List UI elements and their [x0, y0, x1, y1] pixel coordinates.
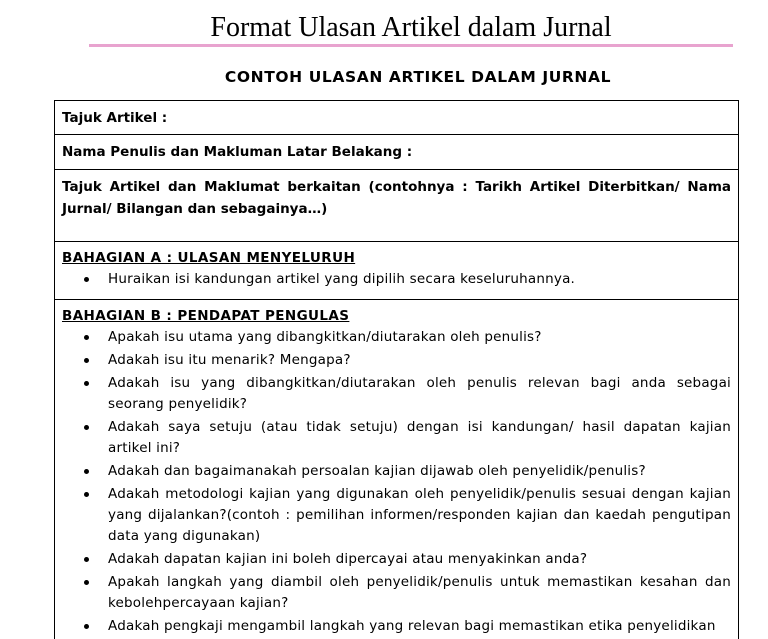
list-item — [62, 269, 731, 290]
bullet-icon — [84, 358, 89, 363]
bullet-icon — [84, 469, 89, 474]
list-item — [62, 549, 731, 570]
section-b-row — [55, 300, 738, 637]
article-info-row — [55, 170, 738, 242]
article-title-label: Tajuk Artikel : — [62, 110, 168, 126]
list-item-text: Adakah saya setuju (atau tidak setuju) dengan isi kandungan/ hasil dapatan kajian artikel ini? — [108, 419, 731, 456]
bullet-icon — [84, 277, 89, 282]
list-item — [62, 461, 731, 482]
author-label: Nama Penulis dan Makluman Latar Belakang : — [62, 144, 413, 160]
section-b-list — [62, 327, 731, 637]
title-underline — [89, 44, 733, 47]
section-title: CONTOH ULASAN ARTIKEL DALAM JURNAL — [224, 68, 612, 86]
list-item-text: Adakah isu yang dibangkitkan/diutarakan oleh penulis relevan bagi anda sebagai seorang penyelidik? — [108, 375, 731, 412]
list-item-text: Apakah langkah yang diambil oleh penyelidik/penulis untuk memastikan kesahan dan kebolehpercayaan kajian? — [108, 574, 731, 611]
list-item-text: Adakah pengkaji mengambil langkah yang relevan bagi memastikan etika penyelidikan — [108, 618, 716, 634]
bullet-icon — [84, 492, 89, 497]
section-a-heading: BAHAGIAN A : ULASAN MENYELURUH — [62, 250, 356, 266]
author-row — [55, 135, 738, 170]
list-item-text: Adakah metodologi kajian yang digunakan oleh penyelidik/penulis sesuai dengan kajian yang dijalankan?(contoh : pemilihan informen/responden kajian dan kaedah pengutipan data yang digunakan) — [108, 486, 731, 544]
list-item — [62, 373, 731, 415]
bullet-icon — [84, 624, 89, 629]
bullet-icon — [84, 580, 89, 585]
section-a-row — [55, 242, 738, 300]
list-item-text: Apakah isu utama yang dibangkitkan/diutarakan oleh penulis? — [108, 329, 542, 345]
list-item — [62, 350, 731, 371]
list-item — [62, 417, 731, 459]
list-item-text: Adakah dapatan kajian ini boleh dipercayai atau menyakinkan anda? — [108, 551, 588, 567]
section-b-heading: BAHAGIAN B : PENDAPAT PENGULAS — [62, 308, 350, 324]
list-item-text: Huraikan isi kandungan artikel yang dipilih secara keseluruhannya. — [108, 271, 576, 287]
bullet-icon — [84, 425, 89, 430]
article-info-label: Tajuk Artikel dan Maklumat berkaitan (contohnya : Tarikh Artikel Diterbitkan/ Nama Jurnal/ Bilangan dan sebagainya…) — [62, 179, 731, 217]
list-item-text: Adakah isu itu menarik? Mengapa? — [108, 352, 351, 368]
list-item — [62, 572, 731, 614]
list-item — [62, 616, 731, 637]
section-a-list — [62, 269, 731, 290]
bullet-icon — [84, 557, 89, 562]
list-item — [62, 327, 731, 348]
bullet-icon — [84, 381, 89, 386]
list-item-text: Adakah dan bagaimanakah persoalan kajian dijawab oleh penyelidik/penulis? — [108, 463, 646, 479]
list-item — [62, 484, 731, 547]
article-title-row — [55, 101, 738, 135]
bullet-icon — [84, 335, 89, 340]
page-title: Format Ulasan Artikel dalam Jurnal — [210, 12, 612, 43]
review-form-table — [54, 100, 739, 639]
